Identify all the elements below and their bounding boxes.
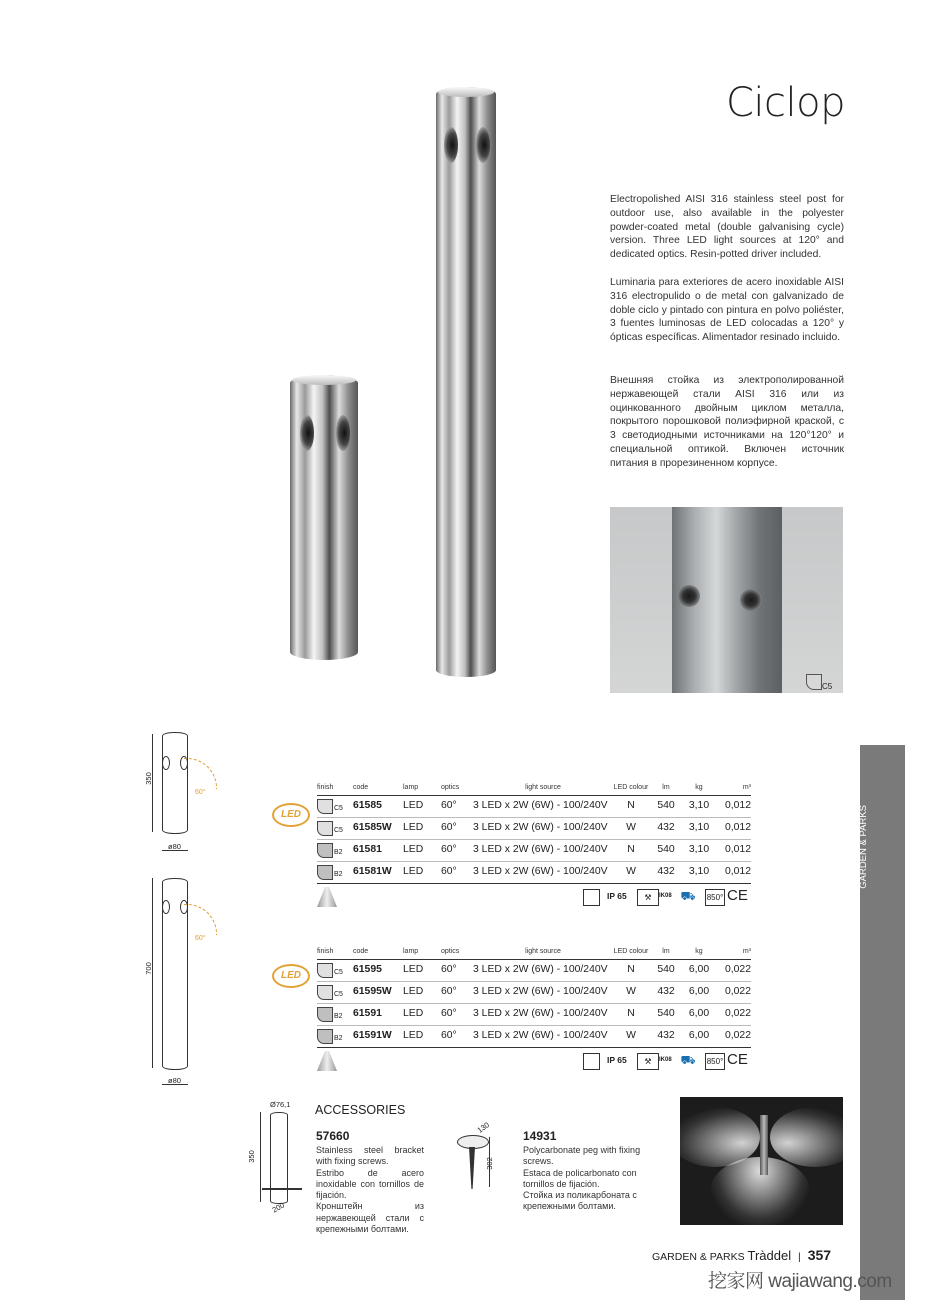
light-source: 3 LED x 2W (6W) - 100/240V <box>473 964 608 975</box>
product-code: 61585 <box>353 800 382 811</box>
optics: 60° <box>441 986 457 997</box>
header-lm: lm <box>662 948 670 955</box>
lumens: 432 <box>657 822 675 833</box>
description-english: Electropolished AISI 316 stainless steel post for outdoor use, also available in the polyester powder-coated metal (double galvanising cycle) version. Three LED light sources at 120° and dedicated optics. Resin-potted driver included. <box>610 194 844 261</box>
led-colour: N <box>627 964 635 975</box>
lamp-type: LED <box>403 800 424 811</box>
page-footer: GARDEN & PARKS Tràddel | 357 <box>652 1247 832 1263</box>
header-optics: optics <box>441 948 460 955</box>
light-source: 3 LED x 2W (6W) - 100/240V <box>473 800 608 811</box>
product-photo-short-post <box>290 375 358 660</box>
finish-icon <box>317 865 333 880</box>
accessory-description <box>523 1145 651 1213</box>
lamp-type: LED <box>403 844 424 855</box>
page-number: 357 <box>807 1247 832 1263</box>
spec-table-700 <box>317 945 751 1074</box>
header-code: code <box>353 784 369 791</box>
lamp-type: LED <box>403 822 424 833</box>
header-lm: lm <box>662 784 670 791</box>
finish-code: C5 <box>334 991 343 998</box>
table-row <box>317 982 751 1004</box>
table-row <box>317 1004 751 1026</box>
hammer-icon: ⚒ <box>637 1053 659 1070</box>
class-icon <box>583 889 600 906</box>
page-title: Ciclop <box>725 80 845 126</box>
header-kg: kg <box>695 948 703 955</box>
light-source: 3 LED x 2W (6W) - 100/240V <box>473 866 608 877</box>
product-code: 61585W <box>353 822 392 833</box>
optics: 60° <box>441 1030 457 1041</box>
finish-code: C5 <box>334 969 343 976</box>
light-source: 3 LED x 2W (6W) - 100/240V <box>473 986 608 997</box>
dim-diameter: ø80 <box>168 842 181 851</box>
side-tab-label: GARDEN & PARKS <box>858 805 869 889</box>
detail-photo <box>610 507 843 693</box>
accessory-desc-en: Stainless steel bracket with fixing screws. <box>316 1145 424 1167</box>
accessory-desc-es: Estribo de acero inoxidable con tornillos de fijación. <box>316 1167 424 1201</box>
lumens: 432 <box>657 866 675 877</box>
finish-code: B2 <box>334 1013 343 1020</box>
led-badge: LED <box>272 803 310 827</box>
table-header <box>317 781 751 796</box>
accessory-desc-ru: Кронштейн из нержавеющей стали с крепежными болтами. <box>316 1201 424 1235</box>
drawing-peg <box>455 1120 515 1195</box>
header-led-colour: LED colour <box>613 948 649 955</box>
volume: 0,022 <box>724 986 751 997</box>
led-colour: N <box>627 844 635 855</box>
lamp-type: LED <box>403 986 424 997</box>
product-code: 61581 <box>353 844 382 855</box>
ik-rating: IK08 <box>659 893 672 899</box>
accessory-desc-en: Polycarbonate peg with fixing screws. <box>523 1145 641 1167</box>
finish-icon <box>317 1007 333 1022</box>
lumens: 540 <box>657 800 675 811</box>
dim-height: 350 <box>143 772 153 785</box>
light-source: 3 LED x 2W (6W) - 100/240V <box>473 1008 608 1019</box>
led-colour: W <box>626 866 636 877</box>
led-badge: LED <box>272 964 310 988</box>
header-light-source: light source <box>525 784 561 791</box>
dim-diameter: ø80 <box>168 1076 181 1085</box>
header-code: code <box>353 948 369 955</box>
volume: 0,022 <box>724 964 751 975</box>
led-colour: N <box>627 800 635 811</box>
drawing-bracket <box>240 1100 310 1215</box>
lamp-type: LED <box>403 1008 424 1019</box>
product-photo-tall-post <box>436 87 496 677</box>
led-colour: W <box>626 822 636 833</box>
accessory-code: 14931 <box>523 1129 557 1143</box>
header-led-colour: LED colour <box>613 784 649 791</box>
beam-icon <box>317 887 337 907</box>
optics: 60° <box>441 844 457 855</box>
product-code: 61581W <box>353 866 392 877</box>
certification-row <box>317 884 751 910</box>
volume: 0,012 <box>724 822 751 833</box>
table-row <box>317 796 751 818</box>
lamp-type: LED <box>403 964 424 975</box>
table-row <box>317 840 751 862</box>
weight: 3,10 <box>688 822 710 833</box>
light-source: 3 LED x 2W (6W) - 100/240V <box>473 844 608 855</box>
header-finish: finish <box>317 784 334 791</box>
finish-code: B2 <box>334 849 343 856</box>
ik-rating: IK08 <box>659 1057 672 1063</box>
product-code: 61595 <box>353 964 382 975</box>
lumens: 540 <box>657 964 675 975</box>
finish-icon <box>317 799 333 814</box>
accessory-description <box>316 1145 424 1235</box>
table-row <box>317 818 751 840</box>
finish-code: B2 <box>334 871 343 878</box>
optics: 60° <box>441 800 457 811</box>
finish-icon <box>317 1029 333 1044</box>
beam-icon <box>317 1051 337 1071</box>
optics: 60° <box>441 866 457 877</box>
lamp-type: LED <box>403 866 424 877</box>
finish-icon <box>317 843 333 858</box>
header-finish: finish <box>317 948 334 955</box>
weight: 3,10 <box>688 800 710 811</box>
optics: 60° <box>441 1008 457 1019</box>
product-code: 61591W <box>353 1030 392 1041</box>
drawing-tall-post <box>140 872 230 1092</box>
led-colour: W <box>626 1030 636 1041</box>
dim-diameter: Ø76,1 <box>270 1100 291 1109</box>
dim-angle: 60° <box>195 935 206 942</box>
table-row <box>317 960 751 982</box>
weight: 6,00 <box>688 1008 710 1019</box>
ip-rating: IP 65 <box>607 1055 627 1065</box>
drawing-short-post <box>140 728 230 858</box>
class-icon <box>583 1053 600 1070</box>
weight: 3,10 <box>688 844 710 855</box>
weight: 6,00 <box>688 964 710 975</box>
hammer-icon: ⚒ <box>637 889 659 906</box>
lumens: 540 <box>657 844 675 855</box>
table-row <box>317 1026 751 1048</box>
section-side-tab <box>860 745 905 1300</box>
volume: 0,012 <box>724 800 751 811</box>
ip-rating: IP 65 <box>607 891 627 901</box>
header-optics: optics <box>441 784 460 791</box>
dim-angle: 60° <box>195 789 206 796</box>
optics: 60° <box>441 964 457 975</box>
light-source: 3 LED x 2W (6W) - 100/240V <box>473 1030 608 1041</box>
weight: 6,00 <box>688 1030 710 1041</box>
table-header <box>317 945 751 960</box>
ce-mark: CE <box>727 887 748 904</box>
header-kg: kg <box>695 784 703 791</box>
weight: 3,10 <box>688 866 710 877</box>
volume: 0,012 <box>724 844 751 855</box>
volume: 0,012 <box>724 866 751 877</box>
lumens: 540 <box>657 1008 675 1019</box>
ce-mark: CE <box>727 1051 748 1068</box>
product-code: 61595W <box>353 986 392 997</box>
car-icon: ⛟ <box>680 889 696 903</box>
header-light-source: light source <box>525 948 561 955</box>
light-source: 3 LED x 2W (6W) - 100/240V <box>473 822 608 833</box>
dim-height: 700 <box>143 962 153 975</box>
product-code: 61591 <box>353 1008 382 1019</box>
accessory-desc-es: Estaca de policarbonato con tornillos de fijación. <box>523 1167 637 1189</box>
dim-depth: 200 <box>270 1200 286 1215</box>
lumens: 432 <box>657 986 675 997</box>
car-icon: ⛟ <box>680 1053 696 1067</box>
finish-icon <box>317 985 333 1000</box>
description-russian: Внешняя стойка из электрополированной нержавеющей стали AISI 316 или из оцинкованного двойным циклом металла, покрытого порошковой полиэфирной краской, с 3 светодиодными источниками на 120°120° и специальной оптикой. Включен источник питания в прорезиненном корпусе. <box>610 375 844 469</box>
header-lamp: lamp <box>403 948 419 955</box>
dim-diameter: 130 <box>475 1120 491 1135</box>
led-colour: N <box>627 1008 635 1019</box>
finish-icon <box>806 674 822 690</box>
dim-height: 302 <box>484 1157 494 1170</box>
lamp-type: LED <box>403 1030 424 1041</box>
footer-brand: Tràddel <box>747 1248 792 1263</box>
glow-wire-rating: 850° <box>705 1053 725 1070</box>
finish-icon <box>317 963 333 978</box>
finish-code: C5 <box>334 827 343 834</box>
detail-finish-label: C5 <box>822 682 833 691</box>
dim-height: 350 <box>246 1150 256 1163</box>
finish-code: C5 <box>334 805 343 812</box>
table-row <box>317 862 751 884</box>
volume: 0,022 <box>724 1008 751 1019</box>
finish-icon <box>317 821 333 836</box>
light-effect-photo <box>680 1097 843 1225</box>
accessory-desc-ru: Стойка из поликарбоната с крепежными болтами. <box>523 1190 637 1212</box>
certification-row <box>317 1048 751 1074</box>
accessories-heading: ACCESSORIES <box>315 1103 406 1117</box>
finish-code: B2 <box>334 1035 343 1042</box>
accessory-code: 57660 <box>316 1129 350 1143</box>
watermark: 挖家网 wajiawang.com <box>708 1271 892 1292</box>
led-colour: W <box>626 986 636 997</box>
footer-section: GARDEN & PARKS <box>652 1251 745 1263</box>
header-lamp: lamp <box>403 784 419 791</box>
spec-table-350 <box>317 781 751 910</box>
header-m3: m³ <box>742 784 751 791</box>
lumens: 432 <box>657 1030 675 1041</box>
header-m3: m³ <box>742 948 751 955</box>
volume: 0,022 <box>724 1030 751 1041</box>
weight: 6,00 <box>688 986 710 997</box>
optics: 60° <box>441 822 457 833</box>
glow-wire-rating: 850° <box>705 889 725 906</box>
description-spanish: Luminaria para exteriores de acero inoxidable AISI 316 electropulido o de metal con galvanizado de doble ciclo y pintado con pintura en polvo poliéster, 3 fuentes luminosas de LED colocadas a 120° y ópticas específicas. Alimentador resinado incluido. <box>610 277 844 344</box>
